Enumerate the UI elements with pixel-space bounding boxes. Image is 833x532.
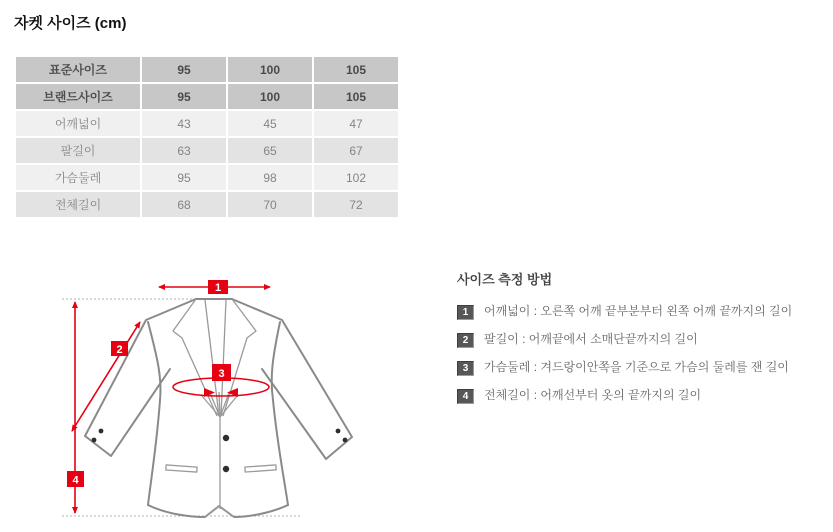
step-number-badge: 3 [457,361,474,376]
cell: 100 [227,56,313,83]
cell: 102 [313,164,399,191]
diagram-label-4: 4 [72,474,79,487]
jacket-diagram [40,262,440,532]
cell: 43 [141,110,227,137]
cell: 95 [141,56,227,83]
cell: 105 [313,56,399,83]
row-label: 팔길이 [15,137,141,164]
cell: 45 [227,110,313,137]
measure-guide-title: 사이즈 측정 방법 [457,272,553,287]
cell: 67 [313,137,399,164]
cell: 100 [227,83,313,110]
step-number-badge: 1 [457,305,474,320]
table-row [15,137,399,164]
jacket-detail-lines [166,299,276,517]
row-label: 표준사이즈 [15,56,141,83]
dotted-guide-lines [62,299,300,516]
measure-step-text: 어깨넓이 : 오른쪽 어깨 끝부분부터 왼쪽 어깨 끝까지의 길이 [484,304,793,318]
row-label: 브랜드사이즈 [15,83,141,110]
page-title: 자켓 사이즈 (cm) [14,15,127,32]
cell: 95 [141,83,227,110]
measure-step-text: 팔길이 : 어깨끝에서 소매단끝까지의 길이 [484,332,698,346]
total-length-arrow [67,302,84,513]
measure-step-text: 가슴둘레 : 겨드랑이안쪽을 기준으로 가슴의 둘레를 잰 길이 [484,360,789,374]
cell: 105 [313,83,399,110]
row-label: 어깨넓이 [15,110,141,137]
row-label: 가슴둘레 [15,164,141,191]
step-number-badge: 2 [457,333,474,348]
diagram-label-2: 2 [116,344,123,356]
size-table [14,55,400,219]
row-label: 전체길이 [15,191,141,218]
cell: 70 [227,191,313,218]
cell: 95 [141,164,227,191]
cell: 65 [227,137,313,164]
table-row [15,110,399,137]
cell: 63 [141,137,227,164]
diagram-label-3: 3 [218,368,225,380]
measure-guide [457,269,829,416]
cell: 68 [141,191,227,218]
table-row [15,56,399,83]
measure-step [457,360,829,376]
cell: 98 [227,164,313,191]
table-row [15,164,399,191]
step-number-badge: 4 [457,389,474,404]
cell: 47 [313,110,399,137]
chest-circumference-ellipse [173,364,269,397]
measure-step [457,332,829,348]
measure-step [457,388,829,404]
measure-step [457,304,829,320]
shoulder-width-arrow [159,280,270,294]
table-row [15,83,399,110]
measure-step-text: 전체길이 : 어깨선부터 옷의 끝까지의 길이 [484,388,702,402]
cell: 72 [313,191,399,218]
table-row [15,191,399,218]
arm-length-arrow [72,322,140,431]
diagram-label-1: 1 [214,282,222,294]
